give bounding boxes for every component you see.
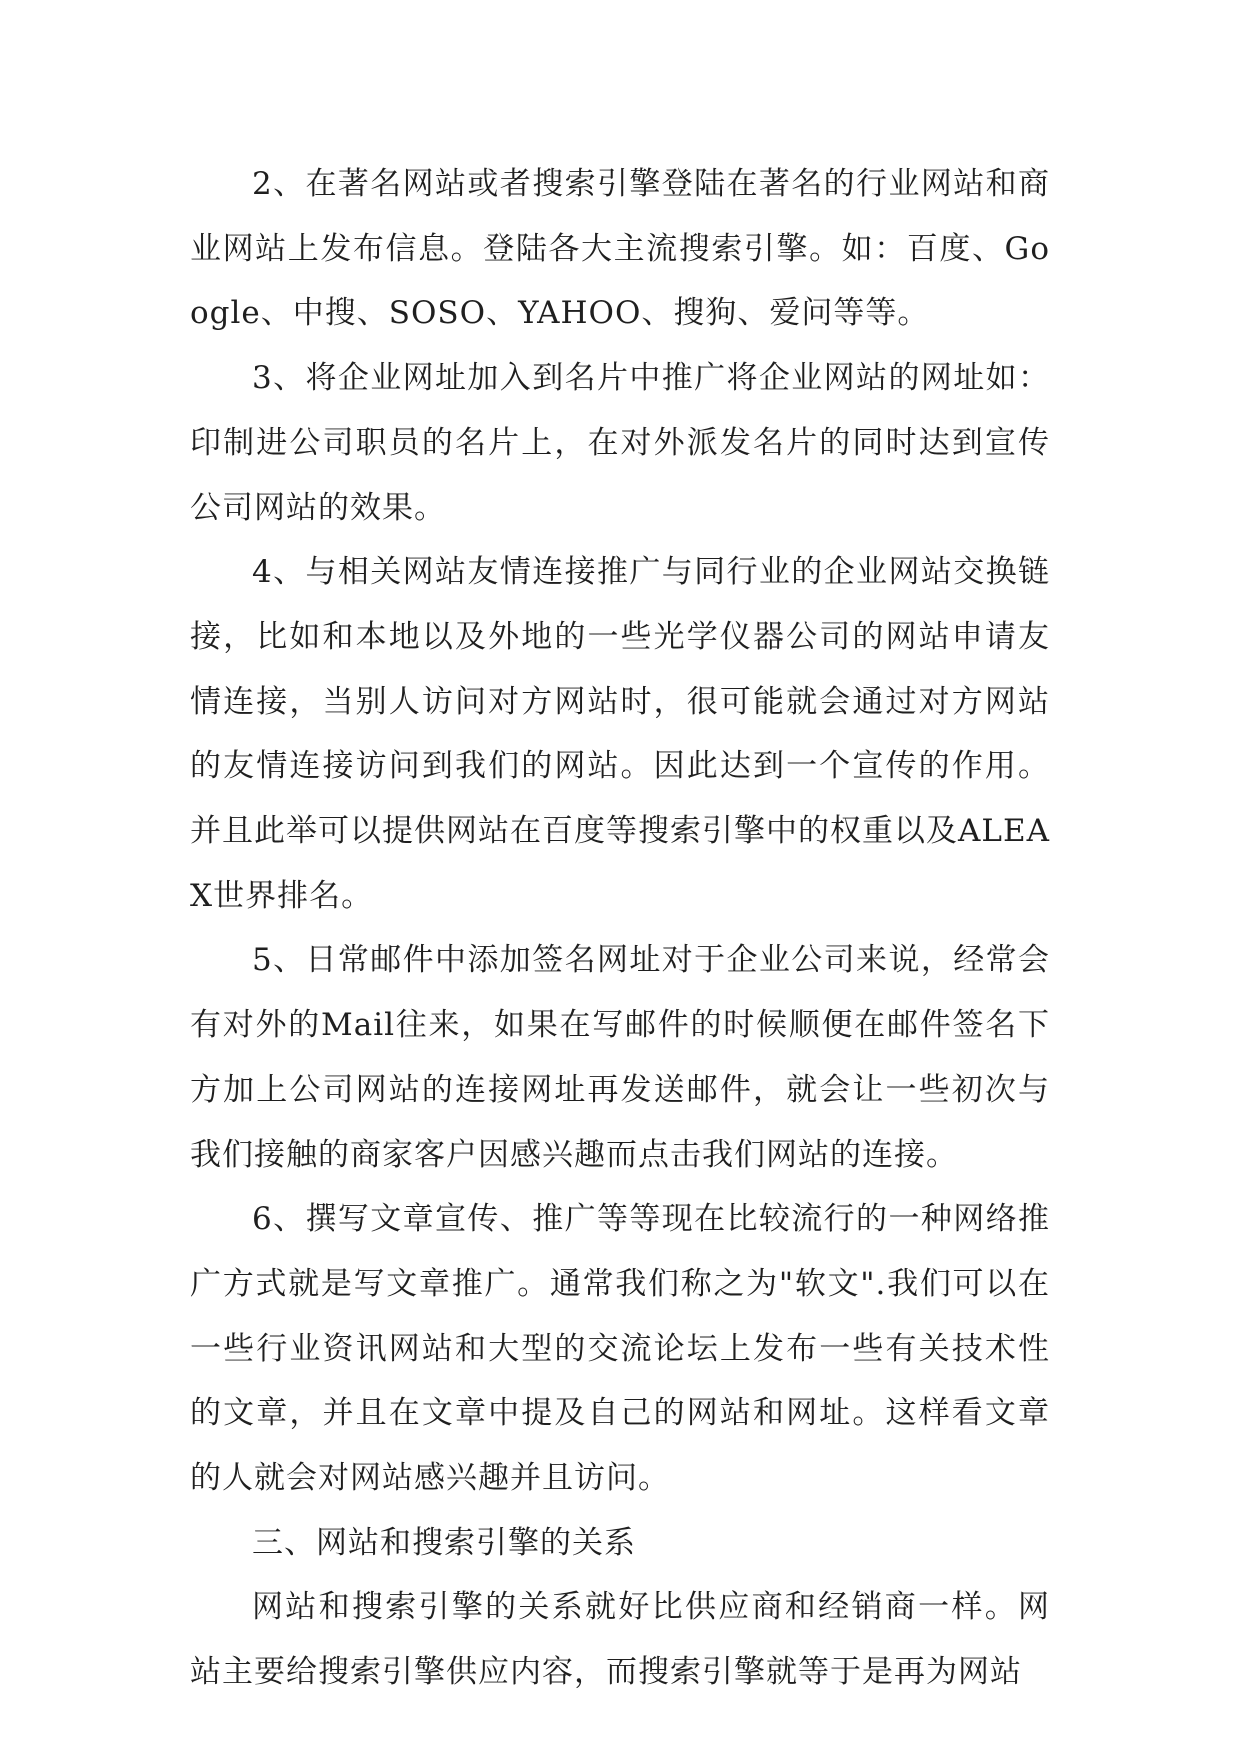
paragraph-business-card: 3、将企业网址加入到名片中推广将企业网站的网址如：印制进公司职员的名片上，在对外派发名片的同时达到宣传公司网站的效果。	[190, 360, 1050, 526]
paragraph-relationship: 网站和搜索引擎的关系就好比供应商和经销商一样。网站主要给搜索引擎供应内容，而搜索引擎就等于是再为网站	[190, 1589, 1050, 1691]
paragraph-article-promotion: 6、撰写文章宣传、推广等等现在比较流行的一种网络推广方式就是写文章推广。通常我们称之为"软文".我们可以在一些行业资讯网站和大型的交流论坛上发布一些有关技术性的文章，并且在文章中提及自己的网站和网址。这样看文章的人就会对网站感兴趣并且访问。	[190, 1201, 1050, 1497]
paragraph-search-engine-submission: 2、在著名网站或者搜索引擎登陆在著名的行业网站和商业网站上发布信息。登陆各大主流搜索引擎。如：百度、Google、中搜、SOSO、YAHOO、搜狗、爱问等等。	[190, 166, 1050, 332]
section-heading: 三、网站和搜索引擎的关系	[252, 1524, 636, 1561]
paragraph-friendly-links: 4、与相关网站友情连接推广与同行业的企业网站交换链接，比如和本地以及外地的一些光学仪器公司的网站申请友情连接，当别人访问对方网站时，很可能就会通过对方网站的友情连接访问到我们的网站。因此达到一个宣传的作用。并且此举可以提供网站在百度等搜索引擎中的权重以及ALEAX世界排名。	[190, 554, 1050, 914]
document-body	[190, 152, 1050, 1705]
paragraph-email-signature: 5、日常邮件中添加签名网址对于企业公司来说，经常会有对外的Mail往来，如果在写邮件的时候顺便在邮件签名下方加上公司网站的连接网址再发送邮件，就会让一些初次与我们接触的商家客户因感兴趣而点击我们网站的连接。	[190, 942, 1050, 1173]
